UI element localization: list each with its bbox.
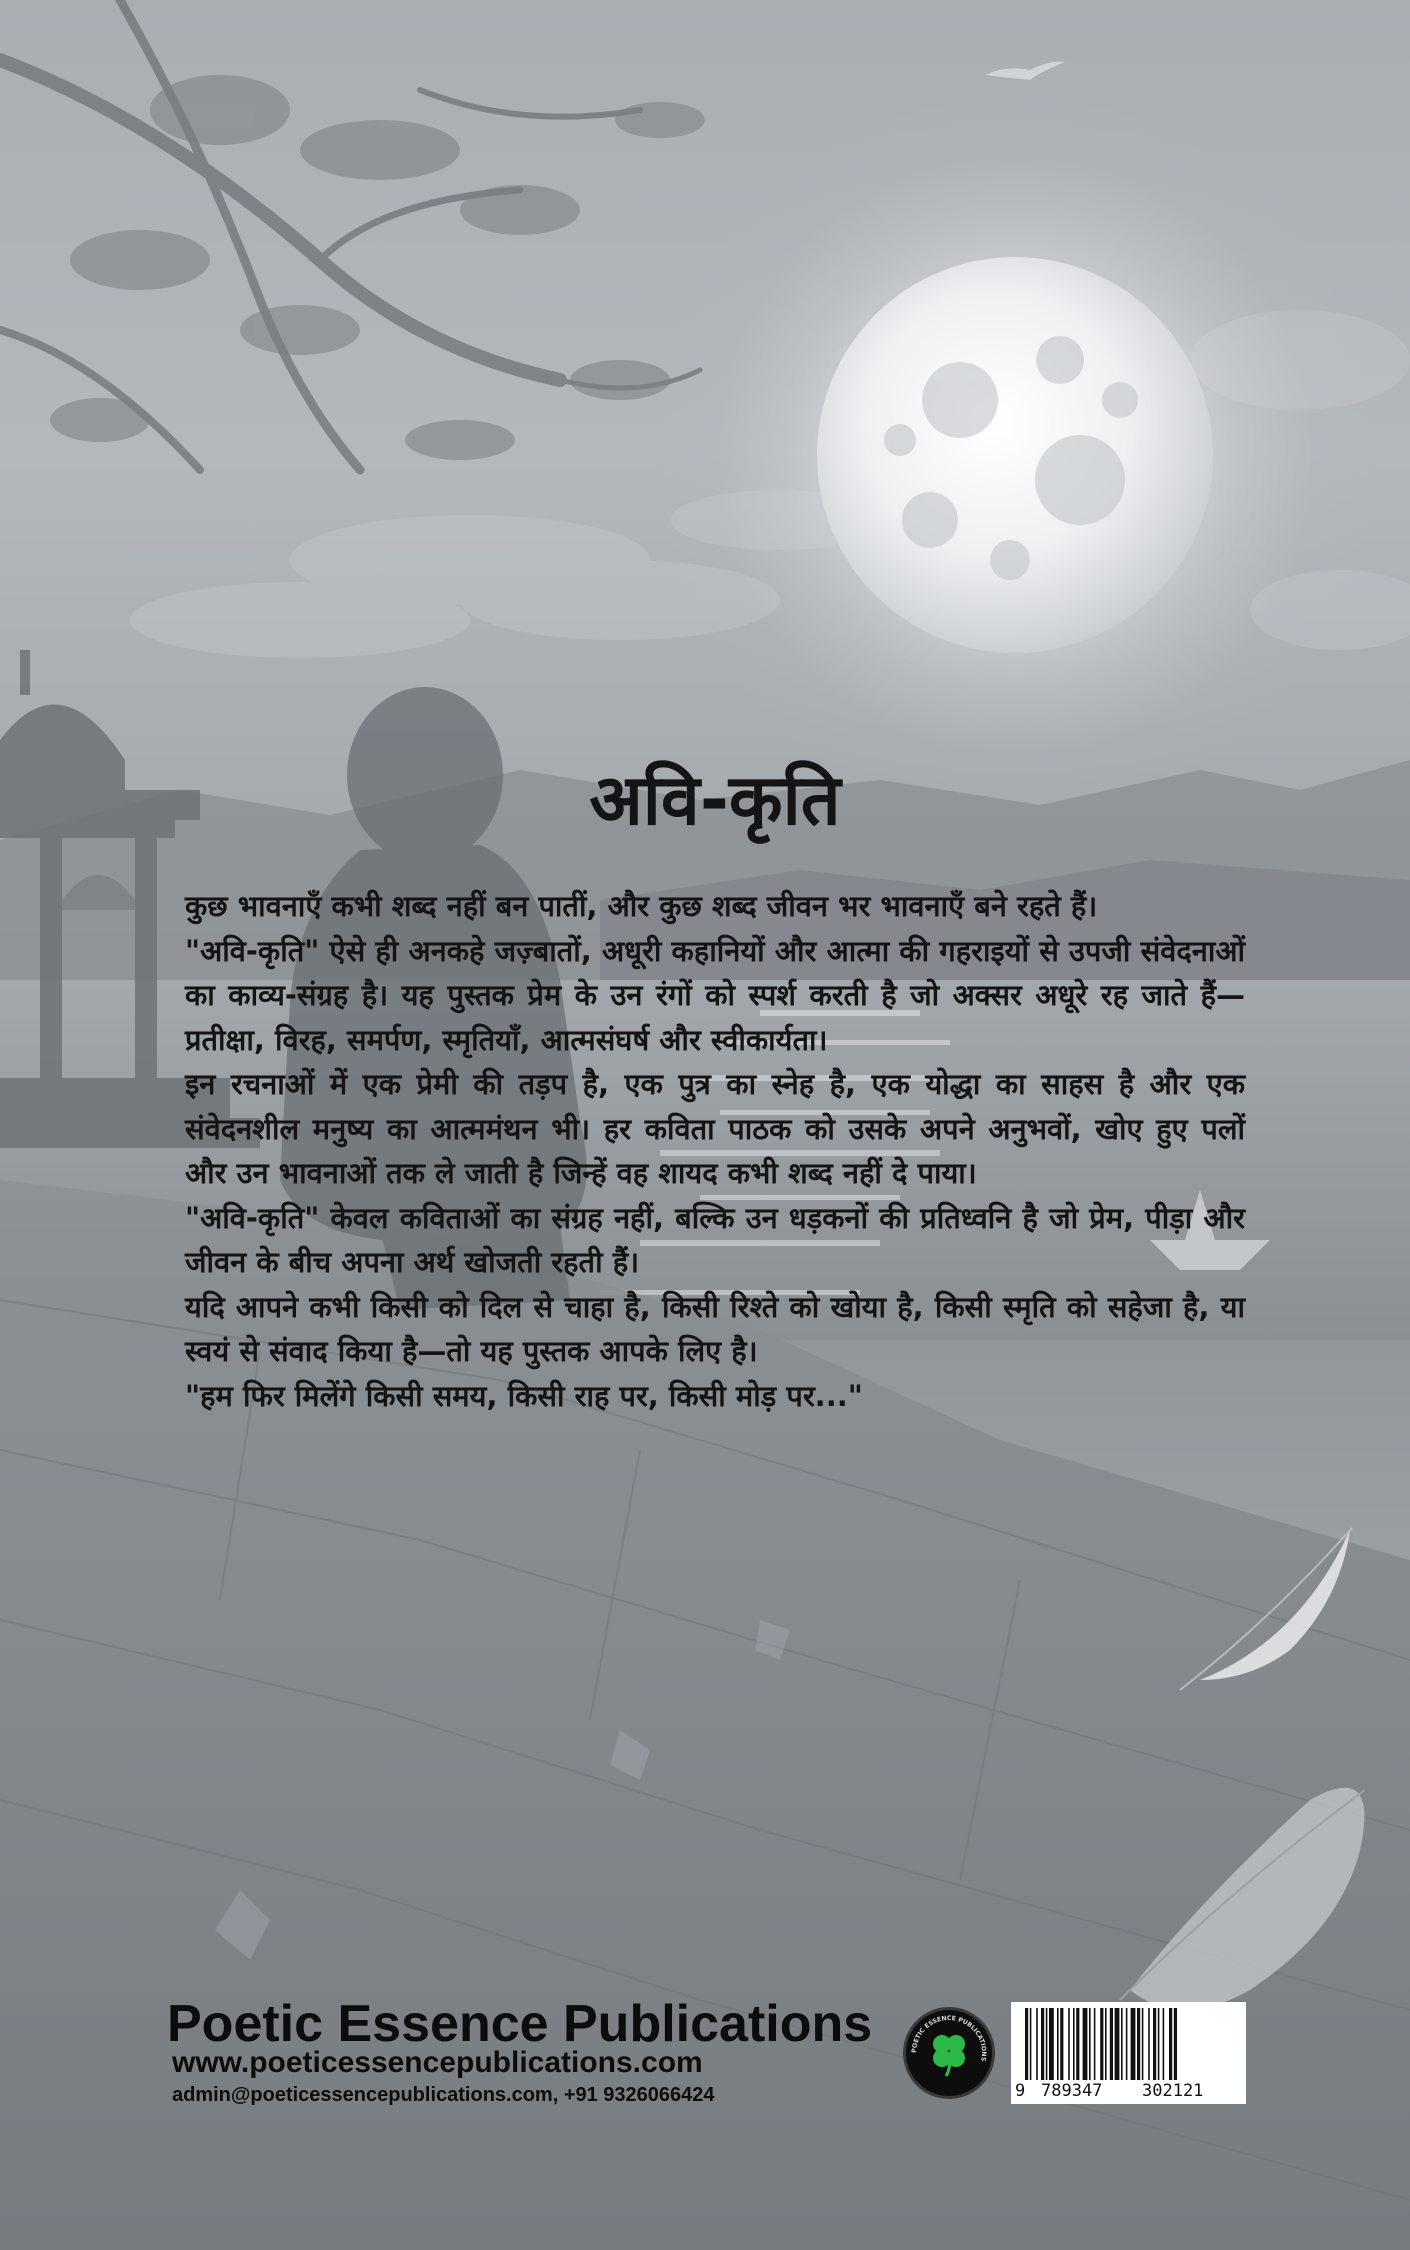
barcode-bar [1158,2008,1160,2080]
barcode-bar [1049,2008,1054,2080]
isbn-barcode [1011,2002,1246,2104]
publisher-logo [903,2007,995,2099]
barcode-bar [1068,2008,1070,2080]
barcode-bar [1169,2008,1172,2080]
publisher-contact: admin@poeticessencepublications.com, +91 9326066424 [172,2084,715,2106]
moon [817,257,1213,653]
barcode-bar [1163,2008,1165,2080]
barcode-bar [1121,2008,1123,2080]
book-blurb [185,884,1245,1418]
barcode-bar [1110,2008,1113,2080]
barcode-group-1: 789347 [1041,2081,1103,2101]
svg-text:POETIC ESSENCE PUBLICATIONS: POETIC ESSENCE PUBLICATIONS [910,2014,988,2062]
barcode-bar [1057,2008,1059,2080]
publisher-name: Poetic Essence Publications [167,1995,873,2053]
barcode-bar [1148,2008,1150,2080]
barcode-bar [1076,2008,1079,2080]
barcode-bar [1025,2008,1028,2080]
barcode-group-2: 302121 [1142,2081,1204,2101]
barcode-bar [1126,2008,1128,2080]
barcode-bar [1083,2008,1088,2080]
barcode-bar [1030,2008,1032,2080]
blurb-paragraph: "अवि-कृति" केवल कविताओं का संग्रह नहीं, बल्कि उन धड़कनों की प्रतिध्वनि है जो प्रेम, पीड़ा और जीवन के बीच अपना अर्थ खोजती रहती हैं। [185,1200,1245,1279]
barcode-bar [1036,2008,1038,2080]
bird [985,62,1065,80]
barcode-bar [1060,2008,1063,2080]
barcode-bar [1073,2008,1075,2080]
barcode-bar [1115,2008,1120,2080]
barcode-bar [1046,2008,1048,2080]
barcode-bar [1041,2008,1044,2080]
barcode-bar [1089,2008,1091,2080]
blurb-paragraph: "अवि-कृति" ऐसे ही अनकहे जज़्बातों, अधूरी कहानियों और आत्मा की गहराइयों से उपजी संवेदनाओं का काव्य-संग्रह है। यह पुस्तक प्रेम के उन रंगों को स्पर्श करती है जो अक्सर अधूरे रह जाते हैं—प्रतीक्षा, विरह, समर्पण, स्मृतियाँ, आत्मसंघर्ष और स्वीकार्यता। [185,933,1245,1057]
barcode-bar [1153,2008,1156,2080]
barcode-bar [1142,2008,1144,2080]
barcode-bar [1131,2008,1136,2080]
blurb-quote: "हम फिर मिलेंगे किसी समय, किसी राह पर, किसी मोड़ पर..." [185,1378,863,1413]
clover-icon [906,2010,992,2096]
barcode-bar [1094,2008,1096,2080]
publisher-website: www.poeticessencepublications.com [172,2046,703,2079]
barcode-bar [1174,2008,1177,2080]
book-title: अवि-कृति [589,759,841,841]
blurb-paragraph: कुछ भावनाएँ कभी शब्द नहीं बन पातीं, और कुछ शब्द जीवन भर भावनाएँ बने रहते हैं। [185,889,1098,923]
barcode-bar [1105,2008,1107,2080]
blurb-paragraph: यदि आपने कभी किसी को दिल से चाहा है, किसी रिश्ते को खोया है, किसी स्मृति को सहेजा है, या स्वयं से संवाद किया है—तो यह पुस्तक आपके लिए है। [185,1289,1245,1368]
barcode-digit-first: 9 [1015,2081,1026,2101]
barcode-bar [1137,2008,1140,2080]
blurb-paragraph: इन रचनाओं में एक प्रेमी की तड़प है, एक पुत्र का स्नेह है, एक योद्धा का साहस है और एक संवेदनशील मनुष्य का आत्ममंथन भी। हर कविता पाठक को उसके अपने अनुभवों, खोए हुए पलों और उन भावनाओं तक ले जाती है जिन्हें वह शायद कभी शब्द नहीं दे पाया। [185,1067,1245,1190]
barcode-bar [1100,2008,1103,2080]
